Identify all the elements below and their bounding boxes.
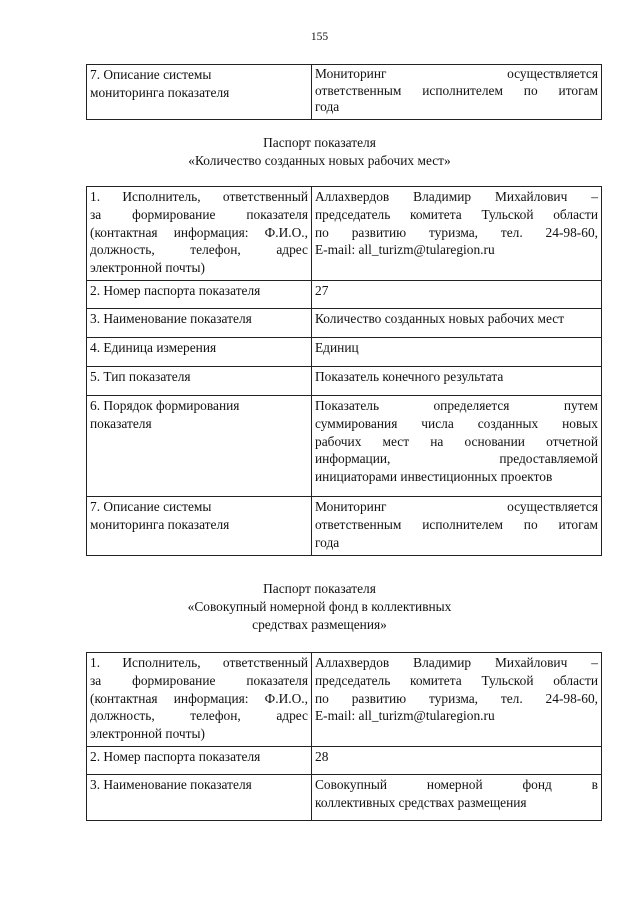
row-label: 2. Номер паспорта показателя bbox=[87, 746, 312, 774]
row-label: 5. Тип показателя bbox=[87, 366, 312, 395]
row-value: Единиц bbox=[312, 337, 602, 366]
table-row bbox=[87, 337, 602, 366]
table-row bbox=[87, 774, 602, 820]
table-row bbox=[87, 366, 602, 395]
row-label: 7. Описание системы мониторинга показателя bbox=[87, 65, 312, 120]
passport-27-table bbox=[86, 186, 602, 556]
row-value: Совокупный номерной фонд в коллективных средствах размещения bbox=[312, 774, 602, 820]
passport-subtitle: «Совокупный номерной фонд в коллективных bbox=[187, 598, 452, 614]
passport-28-heading bbox=[0, 580, 639, 633]
row-value: Количество созданных новых рабочих мест bbox=[312, 308, 602, 337]
row-value: Мониторинг осуществляется ответственным исполнителем по итогам года bbox=[312, 65, 602, 120]
row-label: 7. Описание системы мониторинга показателя bbox=[87, 496, 312, 555]
row-label: 3. Наименование показателя bbox=[87, 774, 312, 820]
row-label: 1. Исполнитель, ответственный за формирование показателя (контактная информация: Ф.И.О., должность, телефон, адрес электронной почты) bbox=[87, 653, 312, 747]
top-table bbox=[86, 64, 602, 120]
table-row bbox=[87, 187, 602, 281]
passport-27-heading bbox=[0, 134, 639, 170]
passport-subtitle: средствах размещения» bbox=[252, 616, 387, 632]
row-label: 3. Наименование показателя bbox=[87, 308, 312, 337]
row-value: Аллахвердов Владимир Михайлович – председатель комитета Тульской области по развитию туризма, тел. 24-98-60, E-mail: all_turizm@tularegion.ru bbox=[312, 653, 602, 747]
table-row bbox=[87, 308, 602, 337]
passport-subtitle: «Количество созданных новых рабочих мест» bbox=[188, 152, 451, 168]
page-number: 155 bbox=[310, 31, 329, 43]
passport-28-table bbox=[86, 652, 602, 821]
table-row bbox=[87, 280, 602, 308]
table-row bbox=[87, 395, 602, 496]
row-value: Мониторинг осуществляется ответственным исполнителем по итогам года bbox=[312, 496, 602, 555]
row-label: 1. Исполнитель, ответственный за формирование показателя (контактная информация: Ф.И.О., должность, телефон, адрес электронной почты) bbox=[87, 187, 312, 281]
table-row bbox=[87, 653, 602, 747]
row-value: 27 bbox=[312, 280, 602, 308]
table-row bbox=[87, 496, 602, 555]
row-label: 2. Номер паспорта показателя bbox=[87, 280, 312, 308]
row-value: Показатель определяется путем суммирования числа созданных новых рабочих мест на основании отчетной информации, предоставляемой инициаторами инвестиционных проектов bbox=[312, 395, 602, 496]
row-label: 6. Порядок формирования показателя bbox=[87, 395, 312, 496]
table-row bbox=[87, 65, 602, 120]
passport-title: Паспорт показателя bbox=[263, 581, 376, 596]
row-value: Аллахвердов Владимир Михайлович – председатель комитета Тульской области по развитию туризма, тел. 24-98-60, E-mail: all_turizm@tularegion.ru bbox=[312, 187, 602, 281]
table-row bbox=[87, 746, 602, 774]
passport-title: Паспорт показателя bbox=[263, 135, 376, 150]
row-value: 28 bbox=[312, 746, 602, 774]
row-value: Показатель конечного результата bbox=[312, 366, 602, 395]
row-label: 4. Единица измерения bbox=[87, 337, 312, 366]
